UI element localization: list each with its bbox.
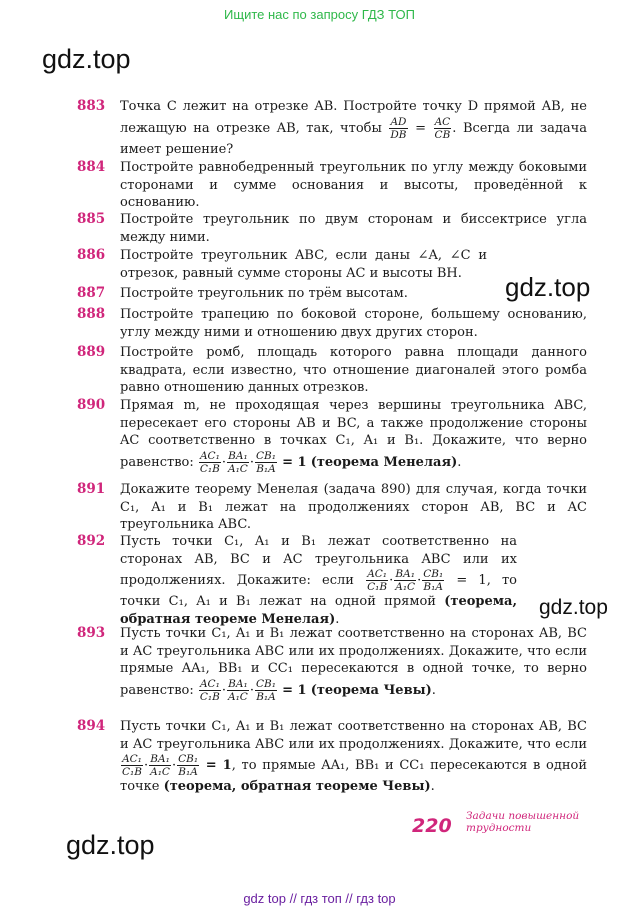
- search-banner: Ищите нас по запросу ГДЗ ТОП: [224, 7, 415, 22]
- fraction: $\frac{AC}{CB}$: [434, 115, 451, 141]
- problem-887: [77, 285, 587, 303]
- section-note: Задачи повышенной трудности: [466, 810, 580, 834]
- problem-text: Постройте равнобедренный треугольник по углу между боковыми сторонами и сумме основания и высоты, проведённой к основанию.: [120, 160, 587, 211]
- problem-885: [77, 211, 587, 246]
- watermark: gdz.top: [539, 596, 608, 619]
- fraction: $\frac{\text{AC₁}}{\text{C₁B}}$: [199, 449, 220, 475]
- problem-text: Постройте треугольник ABC, если даны ∠A, ∠C и отрезок, равный сумме стороны AC и высоты BH.: [120, 248, 487, 281]
- problem-884: [77, 159, 587, 212]
- problem-number: 892: [77, 533, 106, 549]
- fraction: $\frac{\text{AC₁}}{\text{C₁B}}$: [122, 753, 142, 779]
- problem-892: [77, 533, 587, 628]
- problem-number: 891: [77, 481, 106, 497]
- fraction: $\frac{\text{BA₁}}{\text{A₁C}}$: [395, 568, 416, 594]
- problem-text: Точка C лежит на отрезке AB. Постройте точку D прямой AB, не лежащую на отрезке AB, так, чтобы $\frac{AD}{DB}$ = $\frac{AC}{CB}$ . Всегда ли задача имеет решение?: [120, 99, 587, 157]
- problem-text: Постройте ромб, площадь которого равна площади данного квадрата, если известно, что отношение диагоналей этого ромба равно отношению данных отрезков.: [120, 345, 587, 396]
- problem-text: Докажите теорему Менелая (задача 890) для случая, когда точки C₁, A₁ и B₁ лежат на продолжениях сторон AB, BC и AC треугольника ABC.: [120, 482, 587, 533]
- problem-888: [77, 306, 587, 341]
- problem-number: 889: [77, 344, 106, 360]
- problem-894: [77, 718, 587, 796]
- fraction: $\frac{\text{AC₁}}{\text{C₁B}}$: [199, 677, 220, 703]
- problem-number: 887: [77, 285, 106, 301]
- problem-890: [77, 397, 587, 475]
- watermark: gdz.top: [505, 272, 591, 302]
- problem-number: 893: [77, 625, 106, 641]
- problem-886: [77, 247, 587, 282]
- problem-text: Пусть точки C₁, A₁ и B₁ лежат соответственно на сторонах AB, BC и AC треугольника ABC или их продолжениях. Докажите: если $\frac{\text{AC₁}}{\text{C₁B}}$ · $\frac{\text{BA₁}}{\text{A₁C}}$ · $\frac{\text{CB₁}}{\text{B₁A}}$ = 1, то точки C₁, A₁ и B₁ лежат на одной прямой (теорема, обратная теореме Менелая).: [120, 534, 518, 627]
- problem-891: [77, 481, 587, 534]
- fraction: $\frac{\text{CB₁}}{\text{B₁A}}$: [255, 677, 276, 703]
- problem-883: [77, 98, 587, 158]
- problem-text: Пусть точки C₁, A₁ и B₁ лежат соответственно на сторонах AB, BC и AC треугольника ABC или их продолжениях. Докажите, что если $\frac{\text{AC₁}}{\text{C₁B}}$ · $\frac{\text{BA₁}}{\text{A₁C}}$ · $\frac{\text{CB₁}}{\text{B₁A}}$ = 1, то прямые AA₁, BB₁ и CC₁ пересекаются в одной точке (теорема, обратная теореме Чевы).: [120, 719, 587, 795]
- problem-number: 885: [77, 211, 106, 227]
- watermark: gdz.top: [66, 830, 155, 860]
- problem-889: [77, 344, 587, 397]
- problem-text: Пусть точки C₁, A₁ и B₁ лежат соответственно на сторонах AB, BC и AC треугольника ABC или их продолжениях. Докажите, что если прямые AA₁, BB₁ и CC₁ пересекаются в одной точке, то верно равенство: $\frac{\text{AC₁}}{\text{C₁B}}$ · $\frac{\text{BA₁}}{\text{A₁C}}$ · $\frac{\text{CB₁}}{\text{B₁A}}$ = 1 (теорема Чевы).: [120, 626, 587, 703]
- fraction: $\frac{\text{CB₁}}{\text{B₁A}}$: [423, 568, 444, 594]
- fraction: $\frac{\text{CB₁}}{\text{B₁A}}$: [178, 753, 199, 779]
- problem-text: Постройте трапецию по боковой стороне, большему основанию, углу между ними и отношению двух других сторон.: [120, 307, 587, 340]
- page-number: 220: [412, 815, 452, 837]
- watermark: gdz.top: [42, 44, 131, 74]
- problem-text: Постройте треугольник по двум сторонам и биссектрисе угла между ними.: [120, 212, 587, 245]
- problem-number: 886: [77, 247, 106, 263]
- problem-text: Постройте треугольник по трём высотам.: [120, 286, 408, 301]
- footer-links: gdz top // гдз топ // гдз top: [243, 891, 396, 906]
- fraction: $\frac{\text{BA₁}}{\text{A₁C}}$: [228, 449, 248, 475]
- problem-number: 894: [77, 718, 106, 734]
- fraction: $\frac{\text{BA₁}}{\text{A₁C}}$: [150, 753, 170, 779]
- fraction: $\frac{\text{BA₁}}{\text{A₁C}}$: [228, 677, 248, 703]
- problem-number: 890: [77, 397, 106, 413]
- problem-number: 888: [77, 306, 106, 322]
- fraction: $\frac{\text{CB₁}}{\text{B₁A}}$: [255, 449, 276, 475]
- fraction: $\frac{\text{AC₁}}{\text{C₁B}}$: [367, 568, 388, 594]
- problem-893: [77, 625, 587, 703]
- problem-text: Прямая m, не проходящая через вершины треугольника ABC, пересекает его стороны AB и BC, а также продолжение стороны AC соответственно в точках C₁, A₁ и B₁. Докажите, что верно равенство: $\frac{\text{AC₁}}{\text{C₁B}}$ · $\frac{\text{BA₁}}{\text{A₁C}}$ · $\frac{\text{CB₁}}{\text{B₁A}}$ = 1 (теорема Менелая).: [120, 398, 587, 475]
- problem-number: 883: [77, 98, 106, 114]
- fraction: $\frac{AD}{DB}$: [390, 115, 407, 141]
- problem-number: 884: [77, 159, 106, 175]
